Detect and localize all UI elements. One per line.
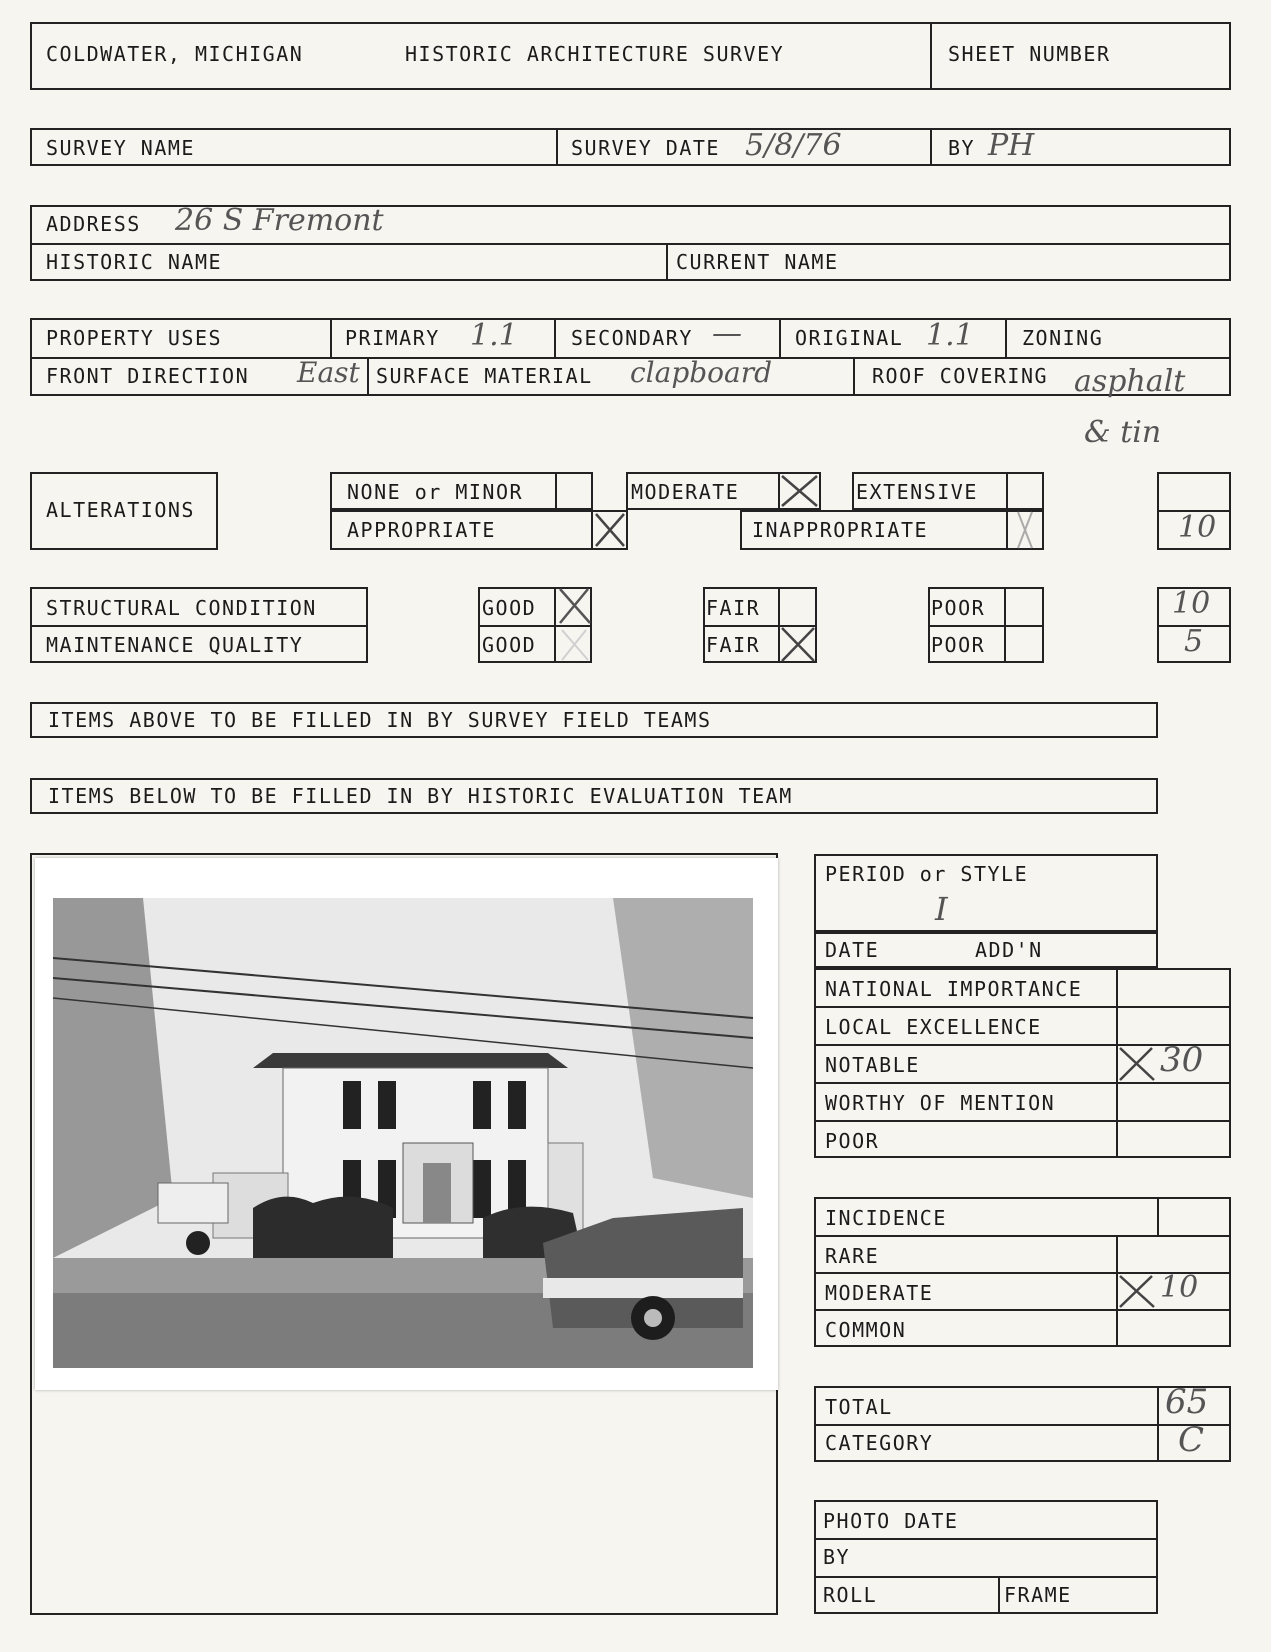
roof-covering-value-2[interactable]: & tin	[1084, 415, 1162, 450]
eval-line-1	[814, 1006, 1231, 1008]
survey-by-label: BY	[948, 136, 976, 160]
notable-score[interactable]: 30	[1160, 1040, 1204, 1080]
structural-score[interactable]: 10	[1172, 586, 1211, 621]
primary-label: PRIMARY	[345, 326, 440, 350]
condition-label-line	[30, 625, 368, 627]
survey-date-label: SURVEY DATE	[571, 136, 720, 160]
address-row-line	[30, 243, 1231, 245]
photo-info-div	[998, 1576, 1000, 1614]
totals-line	[814, 1424, 1231, 1426]
maintenance-fair-check-mark[interactable]	[780, 626, 816, 663]
historic-name-label: HISTORIC NAME	[46, 250, 223, 274]
form-title: HISTORIC ARCHITECTURE SURVEY	[405, 42, 785, 66]
original-value[interactable]: 1.1	[926, 318, 974, 353]
survey-name-label: SURVEY NAME	[46, 136, 195, 160]
poor-line	[928, 625, 1044, 627]
original-label: ORIGINAL	[795, 326, 904, 350]
survey-divider-2	[930, 128, 932, 166]
period-label: PERIOD or STYLE	[825, 862, 1029, 886]
structural-condition-label: STRUCTURAL CONDITION	[46, 596, 317, 620]
total-label: TOTAL	[825, 1395, 893, 1419]
structural-fair-label: FAIR	[706, 596, 761, 620]
extensive-check-div	[1006, 472, 1008, 510]
secondary-label: SECONDARY	[571, 326, 693, 350]
appropriate-check-mark[interactable]	[594, 512, 626, 548]
category-label: CATEGORY	[825, 1431, 934, 1455]
incidence-line-3	[814, 1309, 1231, 1311]
none-minor-label: NONE or MINOR	[347, 480, 524, 504]
worthy-of-mention-label: WORTHY OF MENTION	[825, 1091, 1056, 1115]
eval-line-3	[814, 1082, 1231, 1084]
survey-divider-1	[556, 128, 558, 166]
alterations-score[interactable]: 10	[1178, 510, 1217, 545]
common-label: COMMON	[825, 1318, 907, 1342]
survey-date-value[interactable]: 5/8/76	[745, 128, 842, 163]
alterations-label: ALTERATIONS	[46, 498, 195, 522]
evaluation-poor-label: POOR	[825, 1129, 880, 1153]
inappropriate-label: INAPPROPRIATE	[752, 518, 929, 542]
city-label: COLDWATER, MICHIGAN	[46, 42, 304, 66]
address-value[interactable]: 26 S Fremont	[175, 203, 384, 238]
photo-date-label: PHOTO DATE	[823, 1509, 959, 1533]
inappropriate-check-mark[interactable]	[1008, 510, 1042, 550]
appropriate-check-div	[591, 510, 593, 550]
building-photo	[35, 858, 778, 1390]
maintenance-quality-label: MAINTENANCE QUALITY	[46, 633, 304, 657]
notable-check-mark[interactable]	[1116, 1046, 1156, 1082]
local-excellence-label: LOCAL EXCELLENCE	[825, 1015, 1042, 1039]
survey-by-value[interactable]: PH	[988, 128, 1035, 163]
front-direction-value[interactable]: East	[297, 356, 360, 389]
prop-div-2	[554, 318, 556, 357]
none-minor-check-div	[555, 472, 557, 510]
maintenance-poor-label: POOR	[931, 633, 986, 657]
category-value[interactable]: C	[1178, 1420, 1205, 1460]
moderate-label: MODERATE	[631, 480, 740, 504]
property-uses-label: PROPERTY USES	[46, 326, 223, 350]
photo-by-label: BY	[823, 1545, 851, 1569]
header-divider	[930, 22, 932, 90]
maintenance-good-check-mark[interactable]	[556, 626, 592, 663]
moderate-check-mark[interactable]	[780, 474, 819, 508]
prop-div-3	[779, 318, 781, 357]
maintenance-good-label: GOOD	[482, 633, 537, 657]
primary-value[interactable]: 1.1	[470, 318, 518, 353]
totals-score-div	[1157, 1386, 1159, 1462]
poor-check-div	[1004, 587, 1006, 663]
total-value[interactable]: 65	[1165, 1382, 1209, 1422]
frame-label: FRAME	[1004, 1583, 1072, 1607]
appropriate-label: APPROPRIATE	[347, 518, 496, 542]
current-name-label: CURRENT NAME	[676, 250, 839, 274]
secondary-value[interactable]: —	[712, 316, 742, 351]
photo-image	[53, 898, 753, 1368]
roll-label: ROLL	[823, 1583, 878, 1607]
incidence-line-1	[814, 1235, 1231, 1237]
rare-label: RARE	[825, 1244, 880, 1268]
maintenance-fair-label: FAIR	[706, 633, 761, 657]
notable-label: NOTABLE	[825, 1053, 920, 1077]
extensive-label: EXTENSIVE	[856, 480, 978, 504]
prop-div-5	[367, 357, 369, 396]
period-value[interactable]: I	[935, 890, 948, 928]
surface-material-value[interactable]: clapboard	[630, 356, 773, 389]
photo-info-line-1	[814, 1538, 1158, 1540]
zoning-label: ZONING	[1022, 326, 1104, 350]
incidence-label: INCIDENCE	[825, 1206, 947, 1230]
structural-good-label: GOOD	[482, 596, 537, 620]
roof-covering-value-1[interactable]: asphalt	[1074, 364, 1186, 399]
national-importance-label: NATIONAL IMPORTANCE	[825, 977, 1083, 1001]
date-label: DATE	[825, 938, 880, 962]
prop-div-4	[1005, 318, 1007, 357]
incidence-moderate-score[interactable]: 10	[1160, 1270, 1199, 1305]
structural-poor-label: POOR	[931, 596, 986, 620]
roof-covering-label: ROOF COVERING	[872, 364, 1049, 388]
notes-below-label: ITEMS BELOW TO BE FILLED IN BY HISTORIC EVALUATION TEAM	[48, 784, 793, 808]
surface-material-label: SURFACE MATERIAL	[376, 364, 593, 388]
address-label: ADDRESS	[46, 212, 141, 236]
maintenance-score[interactable]: 5	[1184, 624, 1204, 659]
name-divider	[666, 243, 668, 281]
eval-line-4	[814, 1120, 1231, 1122]
front-direction-label: FRONT DIRECTION	[46, 364, 250, 388]
notes-above-label: ITEMS ABOVE TO BE FILLED IN BY SURVEY FIELD TEAMS	[48, 708, 712, 732]
incidence-header-div	[1157, 1197, 1159, 1235]
prop-div-1	[330, 318, 332, 357]
photo-info-line-2	[814, 1576, 1158, 1578]
incidence-moderate-label: MODERATE	[825, 1281, 934, 1305]
incidence-moderate-check-mark[interactable]	[1116, 1274, 1156, 1309]
structural-good-check-mark[interactable]	[556, 587, 592, 625]
addn-label: ADD'N	[975, 938, 1043, 962]
prop-div-6	[853, 357, 855, 396]
sheet-number-label: SHEET NUMBER	[948, 42, 1111, 66]
